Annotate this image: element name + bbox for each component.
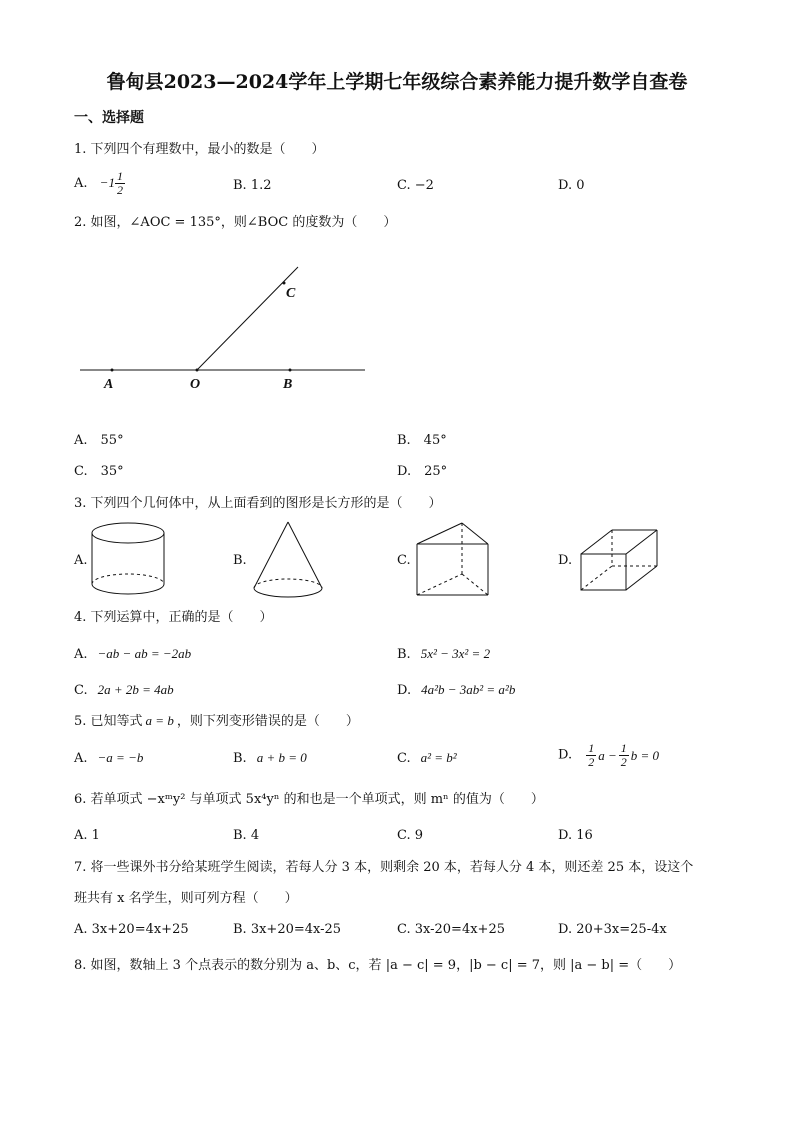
q1-option-c: C. −2 [397, 178, 434, 193]
question-8-stem: 8. 如图，数轴上 3 个点表示的数分别为 a、b、c，若 |a − c| = 9，|b − c| = 7，则 |a − b| =（ ） [74, 958, 682, 973]
q7-option-a: A. 3x+20=4x+25 [74, 922, 189, 937]
q4-option-b-expr: 5x² − 3x² = 2 [420, 646, 491, 661]
q2-option-c: C. 35° [74, 464, 124, 479]
q4-option-a: A. −ab − ab = −2ab [74, 646, 192, 662]
section-heading: 一、选择题 [74, 110, 144, 126]
question-4-stem: 4. 下列运算中，正确的是（ ） [74, 610, 273, 625]
q7-option-b: B. 3x+20=4x-25 [233, 922, 342, 937]
cone-shape [254, 522, 322, 597]
figure-label-a: A [104, 377, 114, 392]
q3-option-a-label: A. [74, 553, 88, 568]
q5-option-d: D. $\frac{1}{2}$ a − $\frac{1}{2}$ b = 0 [558, 741, 660, 769]
question-5-stem: 5. 已知等式 a = b ，则下列变形错误的是（ ） [74, 713, 359, 729]
cuboid-shape [581, 530, 657, 590]
figure-label-b: B [283, 377, 293, 392]
q2-option-d: D. 25° [397, 464, 448, 479]
question-7-stem-line2: 班共有 x 名学生，则可列方程（ ） [74, 891, 298, 906]
q3-option-c-label: C. [397, 553, 411, 568]
q4-option-a-expr: −ab − ab = −2ab [97, 646, 192, 661]
q6-option-c: C. 9 [397, 828, 424, 843]
q5-given-equation: a = b [145, 713, 174, 728]
triangular-prism-shape [417, 523, 488, 595]
question-3-stem: 3. 下列四个几何体中，从上面看到的图形是长方形的是（ ） [74, 496, 442, 511]
figure-label-c: C [286, 286, 296, 301]
q1-option-a-label: A. [74, 176, 88, 191]
q7-option-c: C. 3x-20=4x+25 [397, 922, 505, 937]
question-2-stem: 2. 如图，∠AOC = 135°，则∠BOC 的度数为（ ） [74, 215, 397, 230]
q3-option-d-label: D. [558, 553, 573, 568]
figure-label-o: O [190, 377, 201, 392]
q3-option-b-label: B. [233, 553, 247, 568]
q1-option-a-fraction: $\frac{1}{2}$ [116, 169, 123, 197]
q5-option-b: B. a + b = 0 [233, 750, 307, 766]
q1-option-a-value: −1 [99, 175, 115, 190]
q5-option-c: C. a² = b² [397, 750, 457, 766]
q1-option-b: B. 1.2 [233, 178, 272, 193]
page-title: 鲁甸县2023—2024学年上学期七年级综合素养能力提升数学自查卷 [106, 71, 688, 93]
q4-option-d: D. 4a²b − 3ab² = a²b [397, 682, 516, 698]
q6-option-a: A. 1 [74, 828, 100, 843]
q4-option-d-expr: 4a²b − 3ab² = a²b [421, 682, 516, 697]
q4-option-b: B. 5x² − 3x² = 2 [397, 646, 491, 662]
q2-option-b: B. 45° [397, 433, 447, 448]
q5-option-a: A. −a = −b [74, 750, 144, 766]
q1-option-d: D. 0 [558, 178, 585, 193]
q2-option-a: A. 55° [74, 433, 124, 448]
q7-option-d: D. 20+3x=25-4x [558, 922, 667, 937]
q4-option-c-expr: 2a + 2b = 4ab [97, 682, 174, 697]
question-6-stem: 6. 若单项式 −xᵐy² 与单项式 5x⁴yⁿ 的和也是一个单项式，则 mⁿ 的值为（ ） [74, 792, 544, 807]
cylinder-shape [92, 523, 164, 594]
q6-option-d: D. 16 [558, 828, 593, 843]
q4-option-c: C. 2a + 2b = 4ab [74, 682, 174, 698]
question-7-stem-line1: 7. 将一些课外书分给某班学生阅读，若每人分 3 本，则剩余 20 本，若每人分 4 本，则还差 25 本，设这个 [74, 860, 694, 875]
question-1-stem: 1. 下列四个有理数中，最小的数是（ ） [74, 142, 325, 157]
q6-option-b: B. 4 [233, 828, 260, 843]
